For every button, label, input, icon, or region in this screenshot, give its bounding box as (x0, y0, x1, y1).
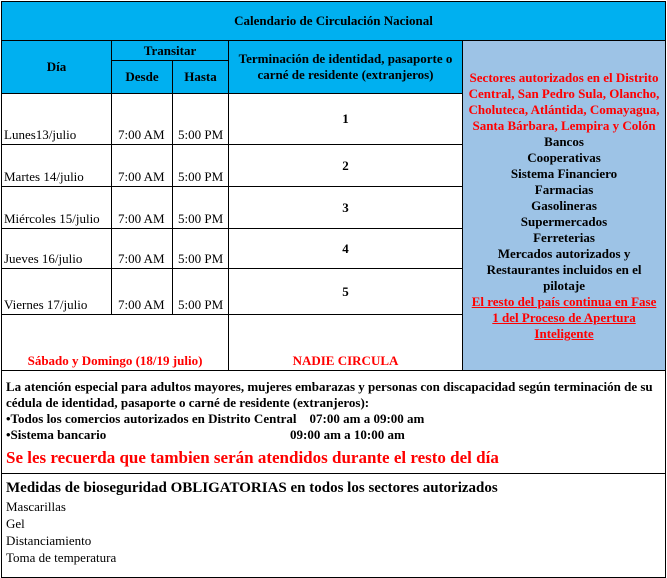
bank-label: •Sistema bancario (6, 427, 107, 442)
header-transitar: Transitar (112, 41, 229, 61)
circulation-calendar (1, 1, 665, 572)
desde-cell: 7:00 AM (112, 145, 173, 187)
sector-item: Gasolineras (531, 197, 597, 213)
special-reminder: Se les recuerda que tambien serán atendidos durante el resto del día (6, 448, 499, 467)
biosecurity-item: Gel (6, 516, 25, 531)
header-terminacion: Terminación de identidad, pasaporte o carné de residente (extranjeros) (229, 41, 463, 94)
page-title: Calendario de Circulación Nacional (2, 2, 666, 41)
day-cell: Martes 14/julio (2, 145, 112, 187)
weekend-day: Sábado y Domingo (18/19 julio) (2, 315, 229, 371)
biosecurity-item: Mascarillas (6, 499, 66, 514)
header-desde: Desde (112, 61, 173, 94)
header-dia: Día (2, 41, 112, 94)
sector-item: Mercados autorizados y (497, 245, 631, 261)
sectors-panel (463, 41, 666, 371)
sectors-heading: Sectores autorizados en el Distrito Central, San Pedro Sula, Olancho, Choluteca, Atlántida, Comayagua, Santa Bárbara, Lempira y Colón (468, 69, 660, 133)
terminacion-cell: 3 (229, 187, 463, 229)
special-intro: La atención especial para adultos mayores, mujeres embarazas y personas con discapacidad según terminación de su cédula de identidad, pasaporte o carné de residente (extranjeros): (6, 379, 653, 410)
special-line-commerce: •Todos los comercios autorizados en Distrito Central 07:00 am a 09:00 am (6, 411, 425, 426)
sector-item: Ferreterias (533, 229, 595, 245)
sectors-footer: El resto del país continua en Fase 1 del Proceso de Apertura Inteligente (471, 293, 657, 341)
sector-item: Restaurantes incluidos en el (486, 261, 642, 277)
sector-item: Farmacias (534, 181, 594, 197)
calendar-table (1, 1, 666, 578)
desde-cell: 7:00 AM (112, 269, 173, 315)
sector-item: Cooperativas (527, 149, 601, 165)
desde-cell: 7:00 AM (112, 94, 173, 145)
biosecurity-title: Medidas de bioseguridad OBLIGATORIAS en todos los sectores autorizados (6, 480, 498, 496)
hasta-cell: 5:00 PM (173, 187, 229, 229)
desde-cell: 7:00 AM (112, 229, 173, 269)
terminacion-cell: 4 (229, 229, 463, 269)
special-attention (2, 371, 666, 474)
terminacion-cell: 1 (229, 94, 463, 145)
sector-item: pilotaje (543, 277, 585, 293)
day-cell: Miércoles 15/julio (2, 187, 112, 229)
hasta-cell: 5:00 PM (173, 229, 229, 269)
sector-item: Sistema Financiero (510, 165, 618, 181)
special-line-bank (6, 427, 661, 443)
terminacion-cell: 2 (229, 145, 463, 187)
terminacion-cell: 5 (229, 269, 463, 315)
header-hasta: Hasta (173, 61, 229, 94)
hasta-cell: 5:00 PM (173, 269, 229, 315)
biosecurity-item: Toma de temperatura (6, 550, 117, 565)
sectors-list (463, 134, 665, 294)
hasta-cell: 5:00 PM (173, 145, 229, 187)
hasta-cell: 5:00 PM (173, 94, 229, 145)
biosecurity (2, 474, 666, 578)
biosecurity-item: Distanciamiento (6, 533, 92, 548)
day-cell: Viernes 17/julio (2, 269, 112, 315)
sector-item: Bancos (544, 133, 584, 149)
desde-cell: 7:00 AM (112, 187, 173, 229)
weekend-note: NADIE CIRCULA (229, 315, 463, 371)
day-cell: Lunes13/julio (2, 94, 112, 145)
bank-time: 09:00 am a 10:00 am (290, 427, 405, 442)
day-cell: Jueves 16/julio (2, 229, 112, 269)
sector-item: Supermercados (520, 213, 608, 229)
